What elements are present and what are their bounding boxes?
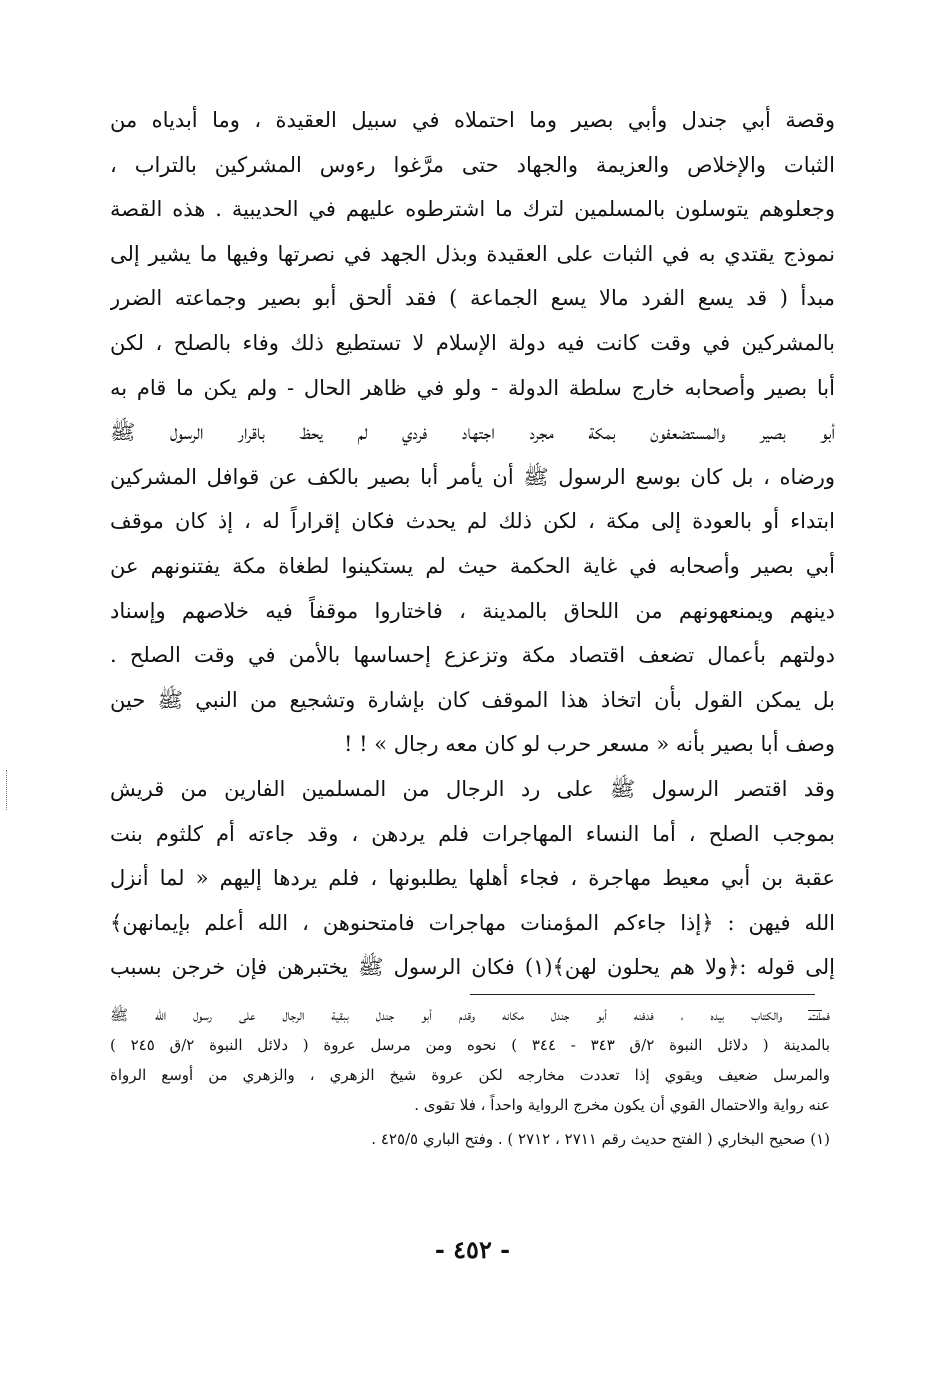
text-line: وقصة أبي جندل وأبي بصير وما احتملاه في سبيل العقيدة ، وما أبدياه من — [110, 108, 835, 132]
text-line: ابتداء أو بالعودة إلى مكة ، لكن ذلك لم يحدث فكان إقراراً له ، إذ كان موقف — [110, 509, 835, 534]
text-line: أبا بصير وأصحابه خارج سلطة الدولة - ولو في ظاهر الحال - ولم يكن ما قام به — [110, 375, 835, 400]
text-line: الله فيهن : ﴿إذا جاءكم المؤمنات مهاجرات فامتحنوهن ، الله أعلم بإيمانهن﴾ — [110, 910, 835, 935]
text-line: وصف أبا بصير بأنه « مسعر حرب لو كان معه رجال » ! ! — [344, 732, 835, 757]
paragraph-2 — [110, 767, 835, 990]
text-line: بموجب الصلح ، أما النساء المهاجرات فلم يردهن ، وقد جاءته أم كلثوم بنت — [110, 821, 835, 846]
page-number: - ٤٥٢ - — [434, 1235, 511, 1264]
text-line: دولتهم بأعمال تضعف اقتصاد مكة وتزعزع إحساسها بالأمن في وقت الصلح . — [110, 643, 835, 668]
text-line: وجعلوهم يتوسلون بالمسلمين لترك ما اشترطوه عليهم في الحديبية . هذه القصة — [110, 197, 835, 222]
footnote-line: والمرسل ضعيف ويقوي إذا تعددت مخارجه لكن عروة شيخ الزهري ، والزهري من أوسع الرواة — [110, 1066, 830, 1084]
footnote-line: بالمدينة ( دلائل النبوة ٢/ق ٣٤٣ - ٣٤٤ ) نحوه ومن مرسل عروة ( دلائل النبوة ٢/ق ٢٤٥ ) — [110, 1036, 830, 1054]
text-line: الثبات والإخلاص والعزيمة والجهاد حتى مرَّغوا رءوس المشركين بالتراب ، — [110, 152, 835, 177]
text-line: أبو بصير والمستضعفون بمكة مجرد اجتهاد فردي لم يحظ باقرار الرسول ﷺ — [110, 420, 835, 445]
paragraph-1 — [110, 98, 835, 767]
text-line: بل يمكن القول بأن اتخاذ هذا الموقف كان بإشارة وتشجيع من النبي ﷺ حين — [110, 687, 835, 712]
footnote-line: فمات والكتاب بيده ، فدفنه أبو جندل مكانه وقدم أبو جندل ببقية الرجال على رسول الله ﷺ — [110, 1006, 830, 1024]
text-line: وقد اقتصر الرسول ﷺ على رد الرجال من المسلمين الفارين من قريش — [110, 776, 835, 801]
text-line: عقبة بن أبي معيط مهاجرة ، فجاء أهلها يطلبونها ، فلم يردها إليهم « لما أنزل — [110, 866, 835, 891]
footnote-continued — [110, 1000, 830, 1120]
text-line: نموذج يقتدي به في الثبات على العقيدة وبذل الجهد في نصرتها وفيها ما يشير إلى — [110, 241, 835, 266]
text-line: دينهم ويمنعهونهم من اللحاق بالمدينة ، فاختاروا موقفاً فيه خلاصهم وإسناد — [110, 598, 835, 623]
text-line: بالمشركين في وقت كانت فيه دولة الإسلام لا تستطيع ذلك وفاء بالصلح ، لكن — [110, 330, 835, 355]
footnotes — [110, 1000, 830, 1154]
text-line: إلى قوله :﴿ولا هم يحلون لهن﴾(١) فكان الرسول ﷺ يختبرهن فإن خرجن بسبب — [110, 955, 835, 980]
text-line: أبي بصير وأصحابه في غاية الحكمة حيث لم يستكينوا لطغاة مكة يفتنونهم عن — [110, 553, 835, 578]
main-text — [110, 98, 835, 990]
footnote-line: عنه رواية والاحتمال القوي أن يكون مخرج الرواية واحداً ، فلا تقوى . — [414, 1096, 830, 1114]
text-line: مبدأ ( قد يسع الفرد مالا يسع الجماعة ) فقد ألحق أبو بصير وجماعته الضرر — [110, 286, 835, 311]
footnote-separator — [470, 994, 815, 995]
scan-edge-mark — [6, 770, 9, 810]
text-line: ورضاه ، بل كان بوسع الرسول ﷺ أن يأمر أبا بصير بالكف عن قوافل المشركين — [110, 464, 835, 489]
footnote-1: (١) صحيح البخاري ( الفتح حديث رقم ٢٧١١ ، ٢٧١٢ ) . وفتح الباري ٤٢٥/٥ . — [371, 1130, 830, 1148]
